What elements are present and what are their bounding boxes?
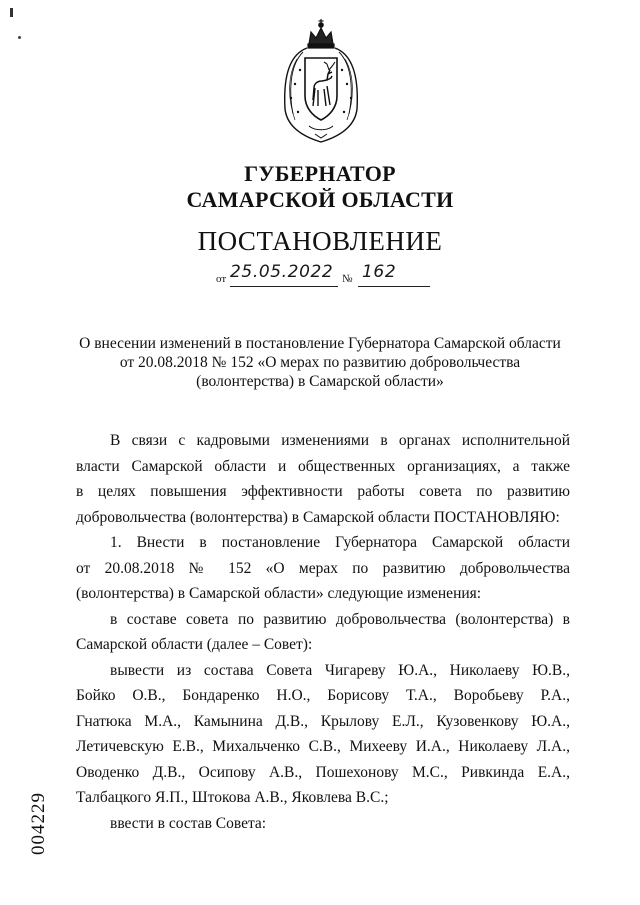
body-line: власти Самарской области и общественных организациях, а также [76, 457, 570, 475]
body-line: вывести из состава Совета Чигареву Ю.А., Николаеву Ю.В., [110, 661, 570, 679]
subject-line: от 20.08.2018 № 152 «О мерах по развитию добровольчества [119, 354, 521, 371]
date-from-label: от [216, 273, 227, 285]
margin-serial-number: 004229 [28, 792, 49, 855]
body-line: от 20.08.2018 № 152 «О мерах по развитию добровольчества [76, 559, 570, 577]
document-body [76, 428, 570, 836]
body-line: ввести в состав Совета: [110, 814, 267, 832]
body-line: в целях повышения эффективности работы совета по развитию [76, 483, 570, 500]
body-line: в составе совета по развитию добровольчества (волонтерства) в [110, 610, 570, 628]
heading-governor: ГУБЕРНАТОР [244, 161, 396, 186]
body-line: Талбацкого Я.П., Штокова А.В., Яковлева В.С.; [76, 789, 389, 806]
body-line: В связи с кадровыми изменениями в органах исполнительной [110, 432, 570, 449]
document-date: 25.05.2022 [230, 262, 334, 282]
document-subject [40, 334, 600, 391]
body-line: 1. Внести в постановление Губернатора Самарской области [110, 534, 570, 551]
number-underline [358, 286, 430, 287]
date-number-line [216, 262, 436, 288]
body-line: (волонтерства) в Самарской области» следующие изменения: [76, 585, 482, 602]
subject-line: (волонтерства) в Самарской области» [196, 373, 444, 390]
subject-line: О внесении изменений в постановление Губернатора Самарской области [79, 335, 561, 352]
date-underline [230, 286, 338, 287]
scan-mark [10, 8, 13, 17]
document-type: ПОСТАНОВЛЕНИЕ [197, 226, 443, 256]
document-number: 162 [362, 262, 397, 282]
scan-dot [18, 36, 21, 39]
coat-of-arms-icon [271, 14, 371, 149]
body-line: Оводенко Д.В., Осипову А.В., Пошехонову М.С., Ривкинда Е.А., [76, 763, 570, 781]
body-line: Гнатюка М.А., Камынина Д.В., Крылову Е.Л., Кузовенкову Ю.А., [76, 712, 570, 730]
body-line: Самарской области (далее – Совет): [76, 636, 313, 653]
number-label: № [342, 273, 353, 285]
body-line: Бойко О.В., Бондаренко Н.О., Борисову Т.А., Воробьеву Р.А., [76, 687, 570, 704]
heading-region: САМАРСКОЙ ОБЛАСТИ [186, 187, 454, 212]
body-line: добровольчества (волонтерства) в Самарской области ПОСТАНОВЛЯЮ: [76, 508, 560, 526]
body-line: Летичевскую Е.В., Михальченко С.В., Михееву И.А., Николаеву Л.А., [76, 738, 570, 755]
